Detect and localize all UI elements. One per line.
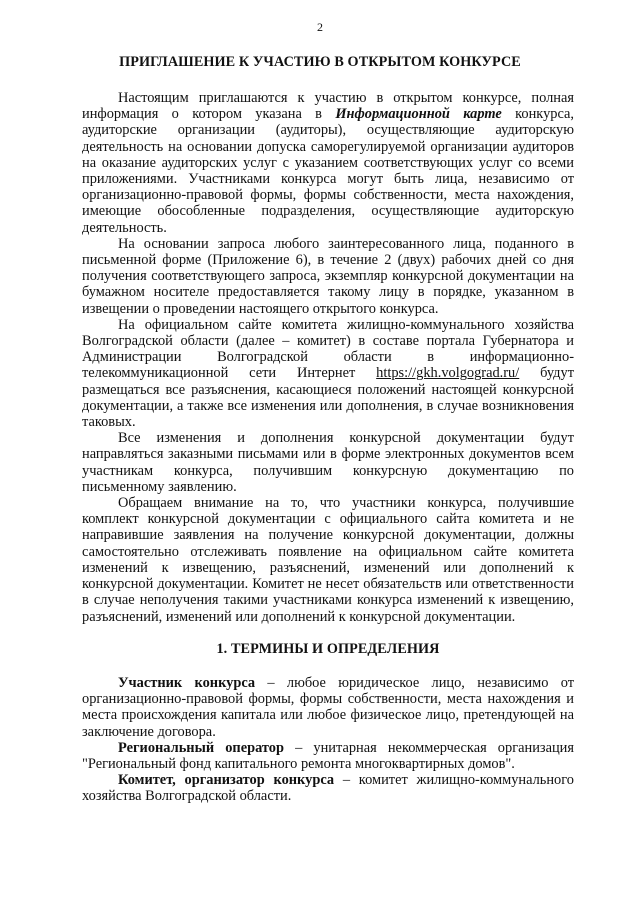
intro-p3-text-a: На официальном сайте комитета жилищно-коммунального хозяйства Волгоградской области (далее – комитет) в составе портала Губернатора и Администрации Волгоградской области в информационно-телекоммуникационной сети Интернет: [82, 316, 574, 382]
section-1-heading: 1. ТЕРМИНЫ И ОПРЕДЕЛЕНИЯ: [216, 640, 440, 657]
term-participant: [82, 675, 574, 740]
intro-p1-text-a: Настоящим приглашаются к участию в открытом конкурсе, полная информация о котором указана в: [82, 90, 574, 123]
intro-paragraph-5: Обращаем внимание на то, что участники конкурса, получившие комплект конкурсной документации с официального сайта комитета и не направившие заявления на получение конкурсной документации, должны самостоятельно отслеживать появление на официальном сайте комитета изменений к извещению, разъяснений, изменений или дополнений к конкурсной документации. Комитет не несет обязательств или ответственности в случае неполучения такими участниками конкурса изменений к извещению, разъяснений, изменений или дополнений к конкурсной документации.: [82, 495, 574, 625]
intro-paragraph-1: [82, 90, 574, 236]
document-title: ПРИГЛАШЕНИЕ К УЧАСТИЮ В ОТКРЫТОМ КОНКУРСЕ: [119, 54, 521, 70]
website-link[interactable]: https://gkh.volgograd.ru/: [376, 365, 520, 382]
page-number: 2: [317, 20, 323, 34]
document-body: [82, 90, 574, 805]
term-definition: – комитет жилищно-коммунального хозяйства Волгоградской области.: [82, 772, 574, 805]
term-regional-operator: [82, 740, 574, 772]
term-committee: [82, 772, 574, 804]
intro-p1-text-b: конкурса, аудиторские организации (аудиторы), осуществляющие аудиторскую деятельность на основании допуска саморегулируемой организации аудиторов на оказание аудиторских услуг с указанием соответствующих услуг со всеми приложениями. Участниками конкурса могут быть лица, независимо от организационно-правовой формы, формы собственности, места нахождения, имеющие обособленные подразделения, осуществляющие аудиторскую деятельность.: [82, 106, 575, 236]
information-card-emphasis: Информационной карте: [335, 106, 502, 123]
term-label: Комитет, организатор конкурса: [118, 772, 335, 789]
term-definition: – унитарная некоммерческая организация "Региональный фонд капитального ремонта многоквартирных домов".: [82, 739, 574, 772]
term-definition: – любое юридическое лицо, независимо от организационно-правовой формы, формы собственности, места нахождения и места происхождения капитала или любое физическое лицо, претендующей на заключение договора.: [82, 674, 574, 740]
intro-paragraph-2: На основании запроса любого заинтересованного лица, поданного в письменной форме (Приложение 6), в течение 2 (двух) рабочих дней со дня получения соответствующего запроса, экземпляр конкурсной документации на бумажном носителе предоставляется такому лицу в порядке, указанном в извещении о проведении настоящего открытого конкурса.: [82, 235, 574, 317]
term-label: Участник конкурса: [118, 674, 256, 691]
term-label: Региональный оператор: [118, 739, 285, 756]
intro-p3-text-b: будут размещаться все разъяснения, касающиеся положений настоящей конкурсной документации, а также все изменения или дополнения, в случае возникновения таковых.: [82, 365, 574, 431]
intro-paragraph-4: Все изменения и дополнения конкурсной документации будут направляться заказными письмами или в форме электронных документов всем участникам конкурса, получившим конкурсную документацию по письменному заявлению.: [82, 430, 574, 495]
intro-paragraph-3: [82, 317, 574, 430]
